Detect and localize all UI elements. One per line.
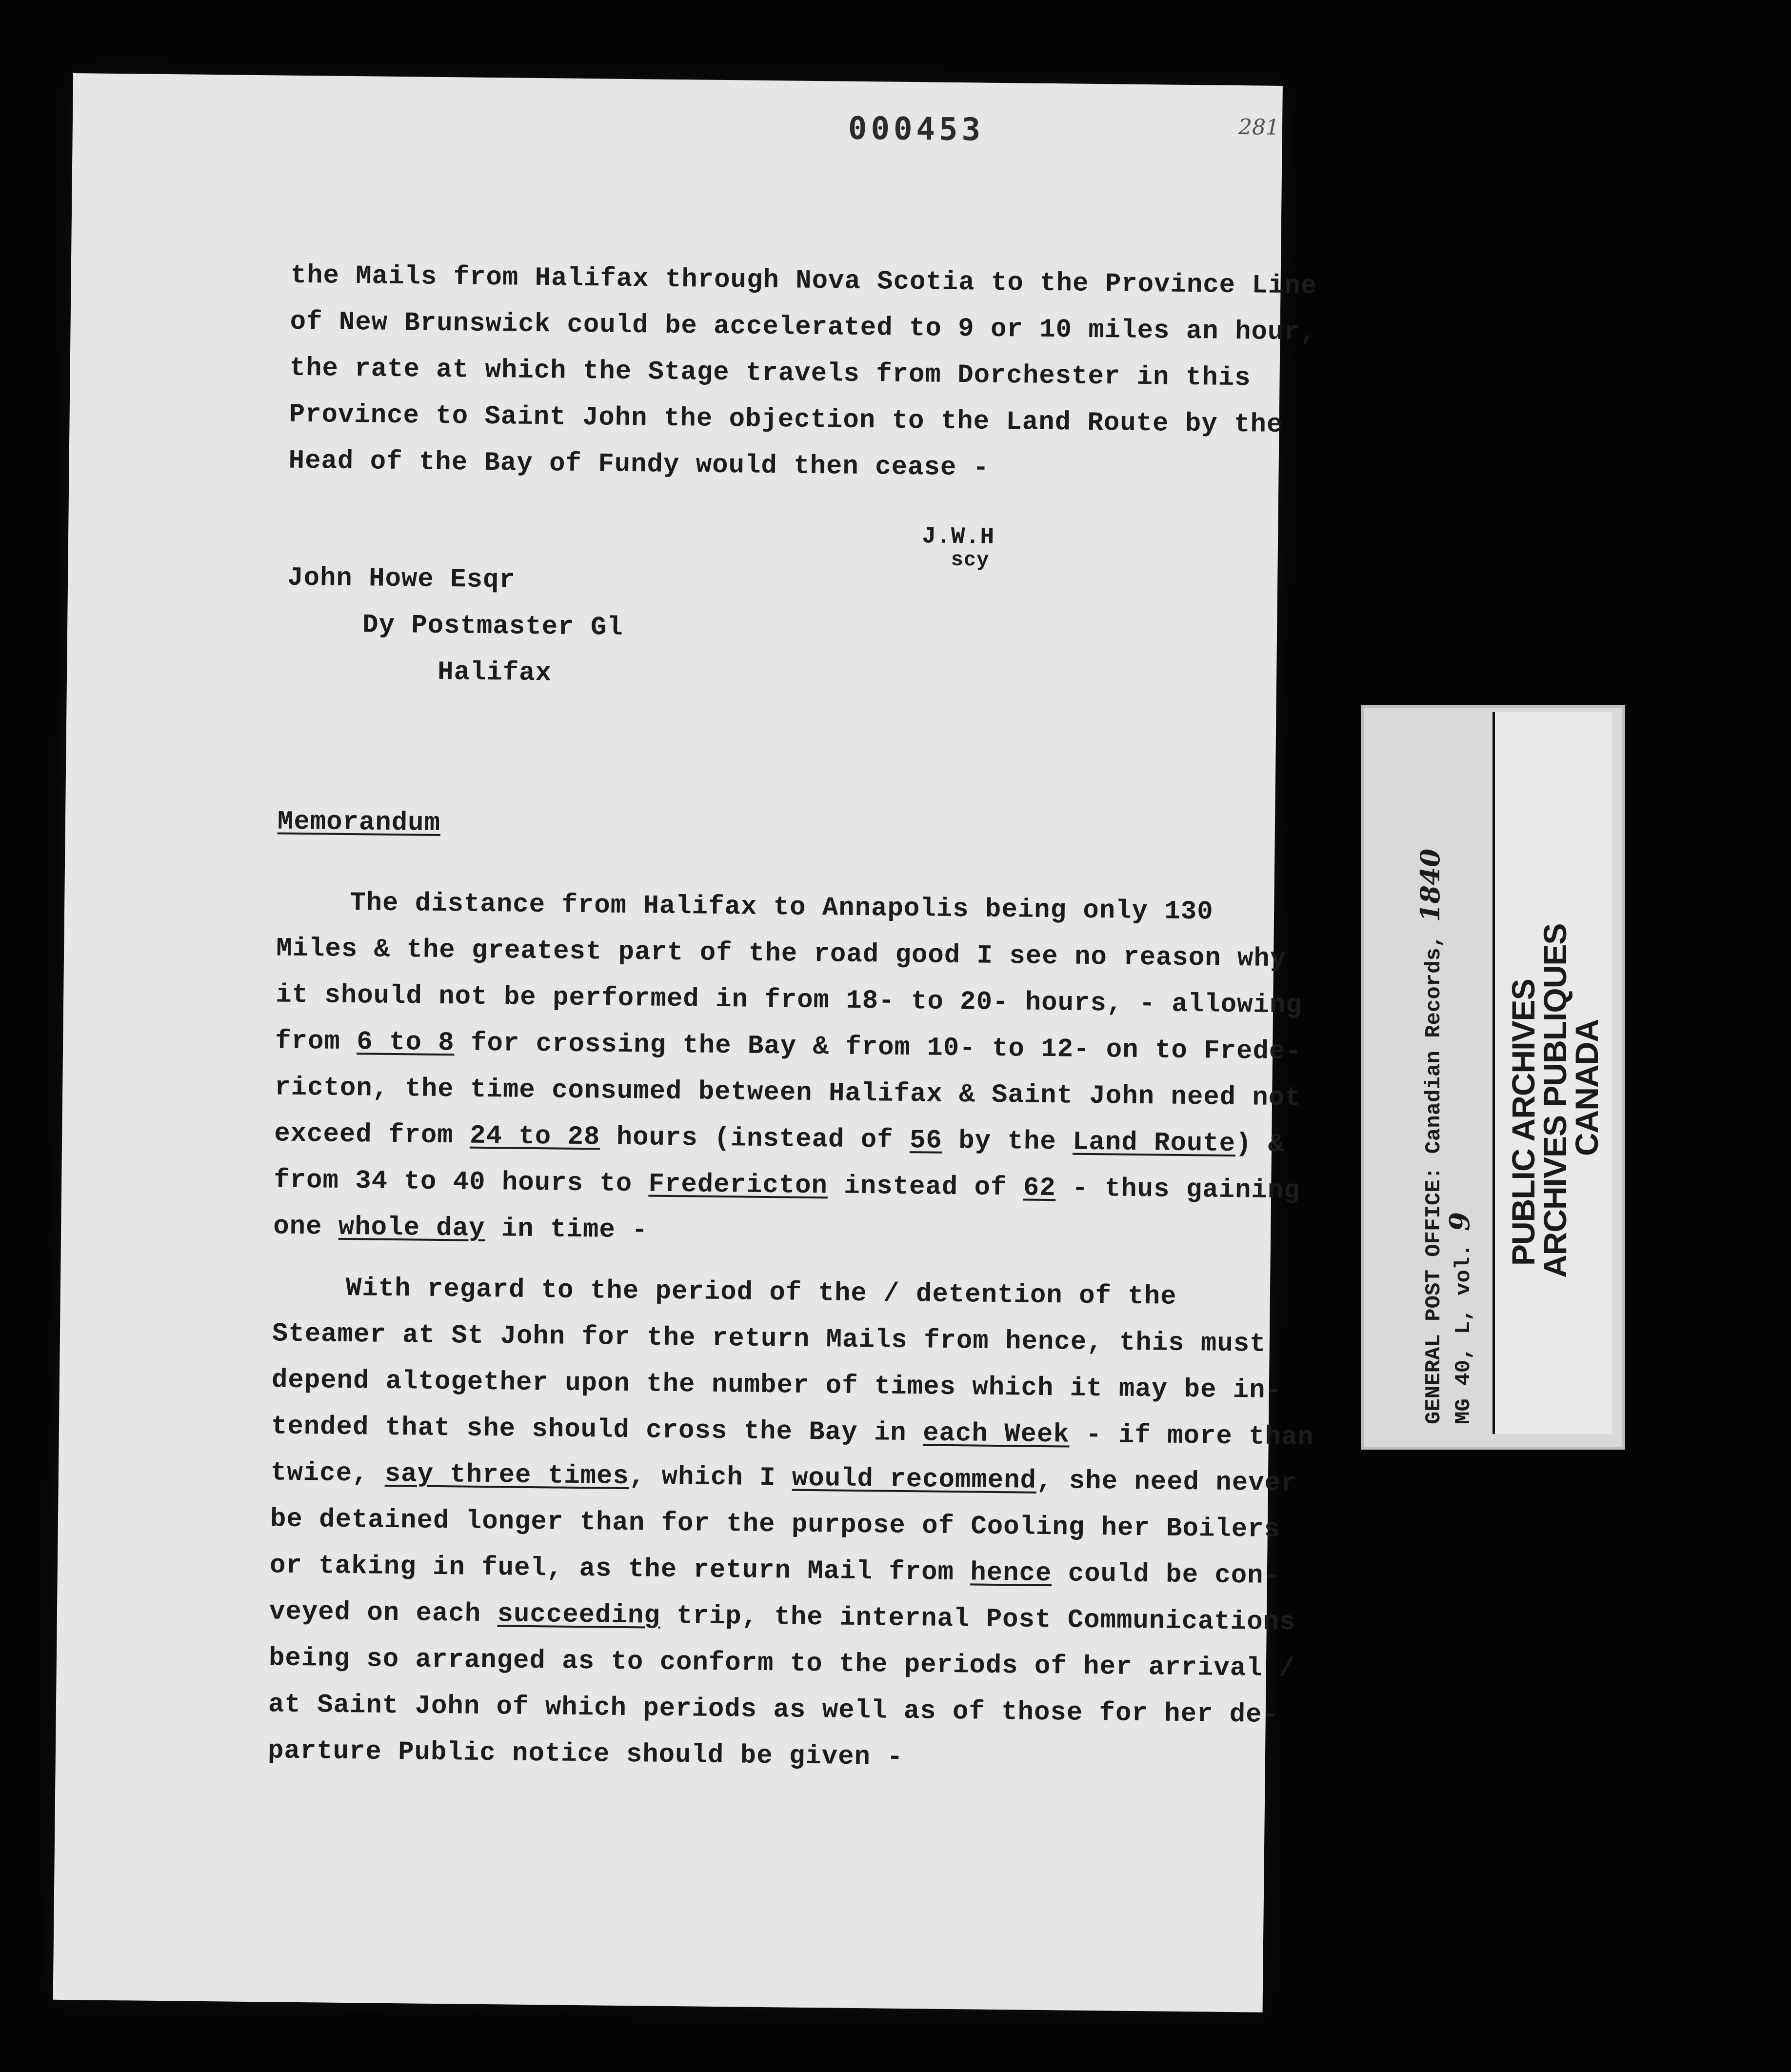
text-run: could be con- bbox=[1052, 1559, 1280, 1592]
text-run: instead of bbox=[827, 1171, 1024, 1203]
underlined-text: 56 bbox=[909, 1126, 943, 1156]
underlined-text: hence bbox=[970, 1558, 1052, 1589]
text-line: Steamer at St John for the return Mails from hence, this must bbox=[272, 1319, 1266, 1359]
text-line: parture Public notice should be given - bbox=[267, 1736, 904, 1773]
text-line: Province to Saint John the objection to the Land Route by the bbox=[289, 399, 1283, 440]
text-line: the Mails from Halifax through Nova Scotia to the Province Line bbox=[290, 260, 1317, 301]
text-line: being so arranged as to conform to the periods of her arrival / bbox=[268, 1643, 1295, 1684]
text-line: of New Brunswick could be accelerated to 9 or 10 miles an hour, bbox=[290, 307, 1317, 348]
text-run: trip, the internal Post Communications bbox=[660, 1601, 1296, 1638]
text-line: be detained longer than for the purpose of Cooling her Boilers bbox=[270, 1504, 1281, 1545]
text-run: in time - bbox=[485, 1214, 648, 1246]
archive-stamp-line-2: ARCHIVES PUBLIQUES bbox=[1537, 923, 1573, 1278]
text-line bbox=[269, 1597, 1296, 1637]
archive-volume-number: 9 bbox=[1444, 1212, 1476, 1231]
underlined-text: succeeding bbox=[497, 1599, 661, 1631]
text-run: exceed from bbox=[274, 1119, 470, 1151]
text-run: - if more than bbox=[1069, 1420, 1314, 1453]
underlined-text: Land Route bbox=[1072, 1127, 1236, 1159]
text-run: from bbox=[275, 1026, 357, 1057]
text-line bbox=[271, 1458, 1297, 1498]
archive-volume-line bbox=[1444, 1212, 1476, 1424]
text-line bbox=[274, 1119, 1285, 1159]
text-run: veyed on each bbox=[269, 1597, 498, 1630]
archive-record-text: GENERAL POST OFFICE: Canadian Records, bbox=[1422, 935, 1446, 1424]
underlined-text: 6 to 8 bbox=[356, 1027, 455, 1058]
text-run: from 34 to 40 hours to bbox=[273, 1165, 649, 1199]
archive-stamp-line-1: PUBLIC ARCHIVES bbox=[1505, 979, 1541, 1266]
underlined-text: would recommend bbox=[792, 1463, 1037, 1496]
address-name: John Howe Esqr bbox=[287, 563, 516, 596]
text-line: The distance from Halifax to Annapolis being only 130 bbox=[349, 888, 1214, 927]
text-run: by the bbox=[942, 1126, 1073, 1157]
document-number: 000453 bbox=[848, 110, 985, 148]
underlined-text: whole day bbox=[338, 1212, 485, 1244]
text-line: With regard to the period of the / detention of the bbox=[345, 1273, 1177, 1312]
text-run: ) & bbox=[1235, 1129, 1285, 1160]
signature-initials: J.W.H bbox=[921, 523, 995, 551]
text-run: one bbox=[273, 1212, 339, 1242]
document-page bbox=[53, 73, 1317, 2012]
text-run: , which I bbox=[629, 1462, 793, 1494]
memo-heading: Memorandum bbox=[277, 807, 441, 838]
address-city: Halifax bbox=[437, 657, 552, 689]
text-run: or taking in fuel, as the return Mail from bbox=[269, 1551, 971, 1588]
text-line: ricton, the time consumed between Halifax & Saint John need not bbox=[274, 1073, 1301, 1114]
archive-volume-text: MG 40, L, vol. bbox=[1452, 1244, 1476, 1424]
underlined-text: 24 to 28 bbox=[469, 1121, 600, 1153]
address-title: Dy Postmaster Gl bbox=[362, 610, 623, 643]
archive-record-line bbox=[1414, 849, 1446, 1424]
text-line: Miles & the greatest part of the road good I see no reason why bbox=[276, 934, 1287, 975]
text-line bbox=[275, 1026, 1302, 1067]
signature-title: scy bbox=[951, 548, 990, 572]
text-line: Head of the Bay of Fundy would then cease - bbox=[288, 446, 990, 483]
text-line: the rate at which the Stage travels from Dorchester in this bbox=[289, 353, 1251, 394]
folio-number: 281 bbox=[1238, 115, 1280, 140]
text-line bbox=[274, 1165, 1300, 1206]
text-line bbox=[271, 1412, 1314, 1452]
archive-year: 1840 bbox=[1414, 848, 1446, 922]
underlined-text: 62 bbox=[1023, 1173, 1056, 1204]
text-run: - thus gaining bbox=[1055, 1174, 1301, 1206]
underlined-text: Fredericton bbox=[648, 1169, 828, 1201]
underlined-text: say three times bbox=[384, 1459, 630, 1492]
text-line: it should not be performed in from 18- to 20- hours, - allowing bbox=[275, 980, 1302, 1021]
text-run: tended that she should cross the Bay in bbox=[271, 1412, 923, 1449]
archive-stamp-line-3: CANADA bbox=[1569, 1019, 1605, 1156]
underlined-text: each Week bbox=[922, 1418, 1070, 1450]
text-run: for crossing the Bay & from 10- to 12- on to Frede- bbox=[454, 1028, 1302, 1067]
text-line bbox=[270, 1551, 1280, 1591]
text-run: hours (instead of bbox=[600, 1122, 910, 1156]
text-run: twice, bbox=[270, 1458, 385, 1489]
text-line: at Saint John of which periods as well as of those for her de- bbox=[268, 1690, 1279, 1731]
text-run: , she need never bbox=[1036, 1466, 1297, 1499]
text-line: depend altogether upon the number of times which it may be in- bbox=[271, 1365, 1282, 1406]
text-line bbox=[273, 1212, 648, 1245]
